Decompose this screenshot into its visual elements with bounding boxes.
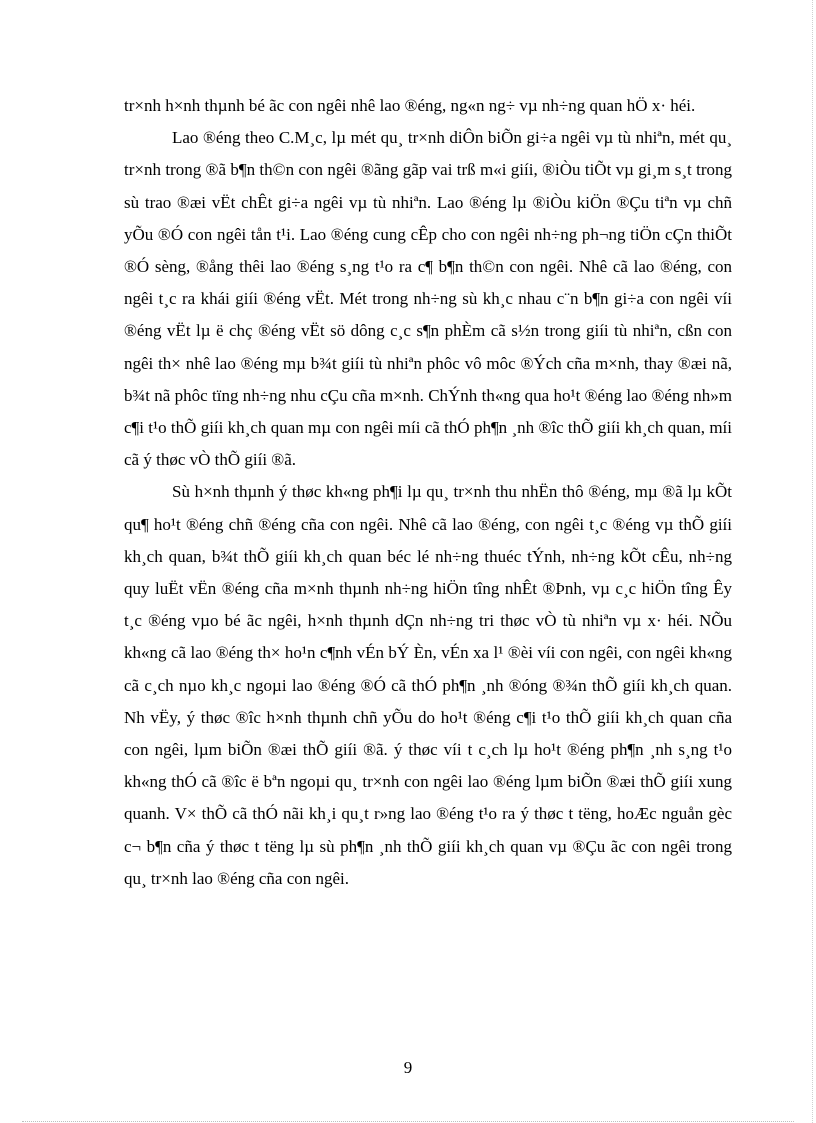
page-right-border <box>812 0 813 1123</box>
page-number: 9 <box>403 1058 413 1077</box>
page-bottom-border <box>22 1121 794 1122</box>
paragraph-continuation: tr×nh h×nh thµnh bé ãc con ngêi nhê lao ®éng, ng«n ng÷ vµ nh÷ng quan hÖ x· héi. <box>124 96 696 115</box>
paragraph-labor: Lao ®éng theo C.M¸c, lµ mét qu¸ tr×nh diÔn biÕn gi÷a ngêi vµ tù nhiªn, mét qu¸ tr×nh trong ®ã b¶n th©n con ngêi ®ãng gãp vai trß m«i giíi, ®iÒu tiÕt vµ gi¸m s¸t trong sù trao ®æi vËt chÊt gi÷a ngêi vµ tù nhiªn. Lao ®éng lµ ®iÒu kiÖn ®Çu tiªn vµ chñ yÕu ®Ó con ngêi tån t¹i. Lao ®éng cung cÊp cho con ngêi nh÷ng ph¬ng tiÖn cÇn thiÕt ®Ó sèng, ®ång thêi lao ®éng s¸ng t¹o ra c¶ b¶n th©n con ngêi. Nhê cã lao ®éng, con ngêi t¸c ra khái giíi ®éng vËt. Mét trong nh÷ng sù kh¸c nhau c¨n b¶n gi÷a con ngêi víi ®éng vËt lµ ë chç ®éng vËt sö dông c¸c s¶n phÈm cã s½n trong giíi tù nhiªn, cßn con ngêi th× nhê lao ®éng mµ b¾t giíi tù nhiªn phôc vô môc ®Ých cña m×nh, thay ®æi nã, b¾t nã phôc tïng nh÷ng nhu cÇu cña m×nh. ChÝnh th«ng qua ho¹t ®éng lao ®éng nh»m c¶i t¹o thÕ giíi kh¸ch quan mµ con ngêi míi cã thÓ ph¶n ¸nh ®îc thÕ giíi kh¸ch quan, míi cã ý thøc vÒ thÕ giíi ®ã. <box>124 128 732 470</box>
paragraph-consciousness: Sù h×nh thµnh ý thøc kh«ng ph¶i lµ qu¸ tr×nh thu nhËn thô ®éng, mµ ®ã lµ kÕt qu¶ ho¹t ®éng chñ ®éng cña con ngêi. Nhê cã lao ®éng, con ngêi t¸c ®éng vµ thÕ giíi kh¸ch quan, b¾t thÕ giíi kh¸ch quan béc lé nh÷ng thuéc tÝnh, nh÷ng kÕt cÊu, nh÷ng quy luËt vËn ®éng cña m×nh thµnh nh÷ng hiÖn tîng nhÊt ®Þnh, vµ c¸c hiÖn tîng Êy t¸c ®éng vµo bé ãc ngêi, h×nh thµnh dÇn nh÷ng tri thøc vÒ tù nhiªn vµ x· héi. NÕu kh«ng cã lao ®éng th× ho¹n c¶nh vÉn bÝ Èn, vÉn xa l¹ ®èi víi con ngêi, con ngêi kh«ng cã c¸ch nµo kh¸c ngoµi lao ®éng ®Ó cã thÓ ph¶n ¸nh ®óng ®¾n thÕ giíi kh¸ch quan. Nh vËy, ý thøc ®îc h×nh thµnh chñ yÕu do ho¹t ®éng c¶i t¹o thÕ giíi kh¸ch quan cña con ngêi, lµm biÕn ®æi thÕ giíi ®ã. ý thøc víi t c¸ch lµ ho¹t ®éng ph¶n ¸nh s¸ng t¹o kh«ng thÓ cã ®îc ë bªn ngoµi qu¸ tr×nh con ngêi lao ®éng lµm biÕn ®æi thÕ giíi xung quanh. V× thÕ cã thÓ nãi kh¸i qu¸t r»ng lao ®éng t¹o ra ý thøc t tëng, hoÆc nguån gèc c¬ b¶n cña ý thøc t tëng lµ sù ph¶n ¸nh thÕ giíi kh¸ch quan vµ ®Çu ãc con ngêi trong qu¸ tr×nh lao ®éng cña con ngêi. <box>124 482 732 888</box>
body-text <box>124 90 732 895</box>
